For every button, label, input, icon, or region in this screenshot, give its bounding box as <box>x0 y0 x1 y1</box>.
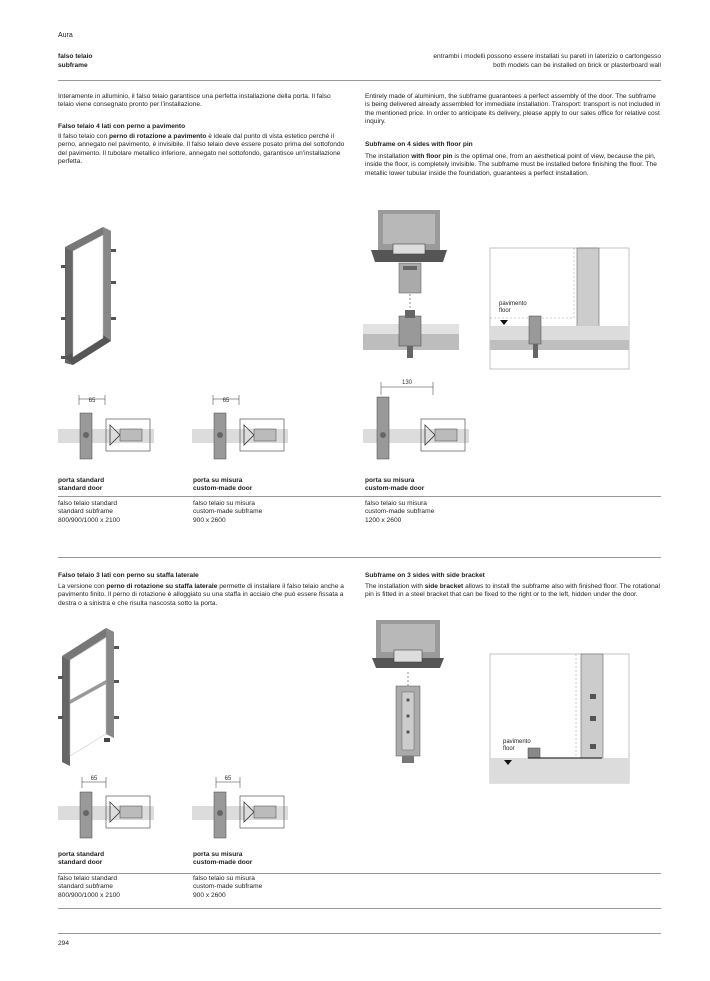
header-models-en: both models can be installed on brick or plasterboard wall <box>493 62 661 69</box>
side-bracket-assembly-diagram <box>372 620 452 765</box>
col-size: 800/900/1000 x 2100 <box>58 516 120 524</box>
col-size: 900 x 2600 <box>193 516 226 524</box>
dim-label: 130 <box>401 380 413 386</box>
col-title-en: standard door <box>58 485 103 493</box>
plan-detail-custom-1200-s1 <box>363 377 473 463</box>
dim-label: 65 <box>90 776 98 782</box>
footer-divider <box>58 933 661 934</box>
col-sub-en: custom-made subframe <box>193 883 263 891</box>
intro-text-it: Interamente in alluminio, il falso telaio garantisce una perfetta installazione della porta. Il falso telaio viene consegnato pronto per l'installazione. <box>58 93 331 109</box>
plan-detail-standard-s2 <box>58 772 158 842</box>
side-bracket-section-diagram <box>490 654 630 784</box>
header-divider <box>58 80 661 81</box>
col-title-en: custom-made door <box>193 859 253 867</box>
col-sub-it: falso telaio standard <box>58 874 118 882</box>
section2-heading-en: Subframe on 3 sides with side bracket <box>365 572 485 579</box>
frame-3-sides-illustration <box>52 620 127 770</box>
section1-body-it: Il falso telaio con perno di rotazione a pavimento è ideale dal punto di vista estetico perché il perno, annegato nel pavimento, è invisibile. Il falso telaio deve essere posato prima del sottofondo del pavimento. Il tubolare metallico inferiore, annegato nel sottofondo, garantisce un'installazione perfetta. <box>58 133 345 166</box>
col-sub-en: custom-made subframe <box>365 508 435 516</box>
section2-body-it: La versione con perno di rotazione su staffa laterale permette di installare il falso telaio anche a pavimento finito. Il perno di rotazione è alloggiato su una staffa in acciaio che può essere fissata a destra o a sinistra e che risulta nascosta sotto la porta. <box>58 583 344 607</box>
col-size: 800/900/1000 x 2100 <box>58 891 120 899</box>
s2-col1 <box>58 851 120 900</box>
col-title-it: porta standard <box>58 477 105 484</box>
section2-columns-divider <box>58 873 661 874</box>
section2-bottom-divider <box>58 908 661 909</box>
brand-title: Aura <box>58 32 73 39</box>
floor-label-2: pavimento floor <box>503 739 531 752</box>
col-sub-it: falso telaio standard <box>58 499 118 507</box>
header-title-en: subframe <box>58 62 88 69</box>
plan-detail-custom-s1 <box>192 393 292 463</box>
col-sub-it: falso telaio su misura <box>193 499 255 507</box>
section2-heading-it: Falso telaio 3 lati con perno su staffa laterale <box>58 572 199 579</box>
s1-col2 <box>193 477 262 525</box>
col-title-it: porta su misura <box>193 851 243 858</box>
col-sub-it: falso telaio su misura <box>193 874 255 882</box>
col-title-it: porta su misura <box>365 477 415 484</box>
section1-heading-en: Subframe on 4 sides with floor pin <box>365 141 473 148</box>
header-models-it: entrambi i modelli possono essere installati su pareti in laterizio o cartongesso <box>433 53 661 60</box>
col-sub-en: standard subframe <box>58 508 113 516</box>
section2-body-en: The installation with side bracket allows to install the subframe also with finished floor. The rotational pin is fitted in a steel bracket that can be fixed to the right or to the left, hidden under the door. <box>365 583 660 599</box>
header-title-it: falso telaio <box>58 53 93 60</box>
col-sub-en: custom-made subframe <box>193 508 263 516</box>
col-size: 1200 x 2600 <box>365 516 402 524</box>
floor-label-1: pavimento floor <box>499 301 527 314</box>
col-title-it: porta standard <box>58 851 105 858</box>
dim-label: 65 <box>224 776 232 782</box>
s1-col3 <box>365 477 434 525</box>
s2-col2 <box>193 851 262 900</box>
col-title-en: custom-made door <box>365 485 425 493</box>
col-sub-it: falso telaio su misura <box>365 499 427 507</box>
plan-detail-standard-s1 <box>58 393 158 463</box>
col-title-en: custom-made door <box>193 485 253 493</box>
section-divider <box>58 557 661 558</box>
section1-heading-it: Falso telaio 4 lati con perno a pavimento <box>58 123 186 130</box>
section1-columns-divider <box>58 496 661 497</box>
s1-col1 <box>58 477 120 525</box>
frame-4-sides-illustration <box>55 225 125 370</box>
col-sub-en: standard subframe <box>58 883 113 891</box>
plan-detail-custom-s2 <box>192 772 292 842</box>
page-number: 294 <box>58 940 70 947</box>
section1-body-en: The installation with floor pin is the optimal one, from an aesthetical point of view, because the pin, inside the floor, is completely invisible. The subframe must be installed before finishing the floor. The metallic lower tubular inside the foundation, guarantees a perfect installation. <box>365 153 657 177</box>
dim-label: 65 <box>222 398 230 404</box>
col-title-en: standard door <box>58 859 103 867</box>
col-title-it: porta su misura <box>193 477 243 484</box>
col-size: 900 x 2600 <box>193 891 226 899</box>
floor-pin-assembly-diagram <box>363 210 463 370</box>
dim-label: 65 <box>88 398 96 404</box>
intro-text-en: Entirely made of aluminium, the subframe guarantees a perfect assembly of the door. The subframe is being delivered already assembled for immediate installation. Transport: transport is not included in the mentioned price. In order to anticipate its delivery, please apply to our sales office for relative cost inquiry. <box>365 93 661 126</box>
